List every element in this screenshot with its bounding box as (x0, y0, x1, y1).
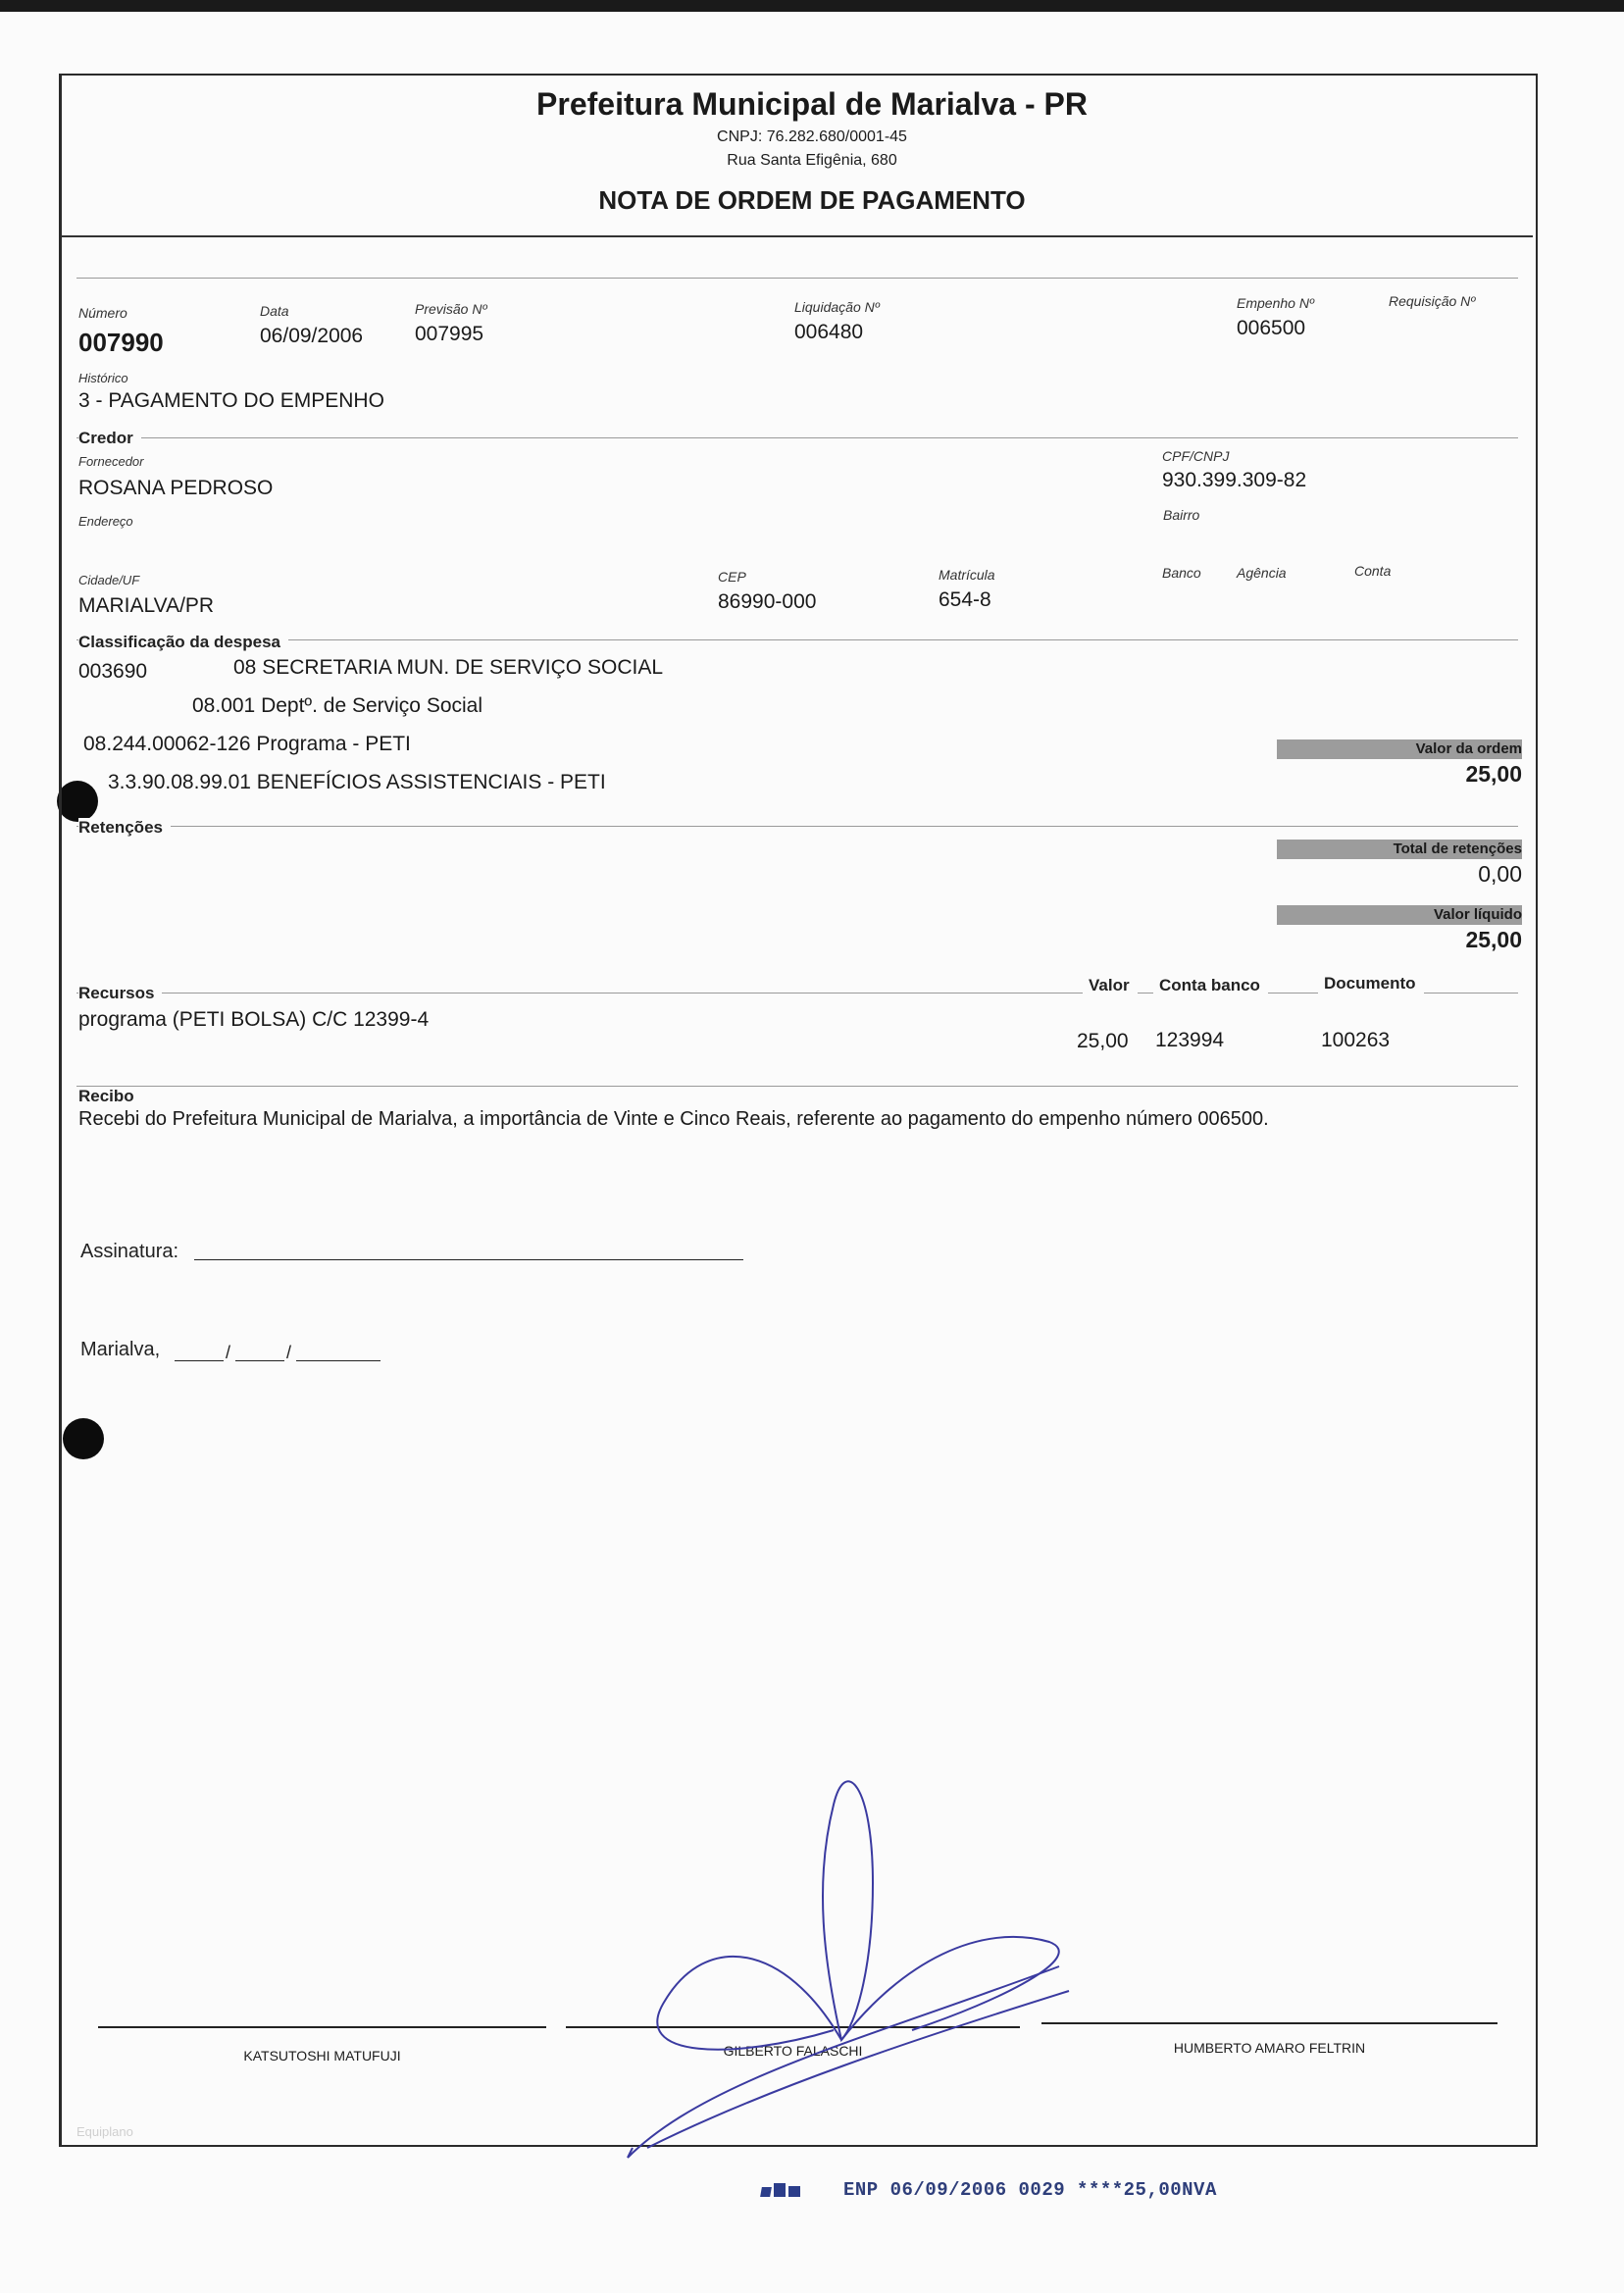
bank-authentication-stamp: ENP 06/09/2006 0029 ****25,00NVA (843, 2179, 1217, 2201)
recursos-section-title: Recursos (78, 984, 162, 1003)
cpf-label: CPF/CNPJ (1162, 448, 1230, 464)
recursos-valor: 25,00 (1077, 1030, 1129, 1052)
valor-liquido-value: 25,00 (1465, 927, 1522, 952)
matricula-label: Matrícula (939, 567, 995, 583)
recibo-text: Recebi do Prefeitura Municipal de Marialva, a importância de Vinte e Cinco Reais, referente ao pagamento do empenho número 006500. (78, 1108, 1269, 1130)
liquidacao-label: Liquidação Nº (794, 299, 880, 315)
recursos-conta-header: Conta banco (1153, 976, 1268, 995)
numero-label: Número (78, 305, 127, 321)
bank-logo-icon (761, 2183, 802, 2199)
total-retencoes-label: Total de retenções (1393, 841, 1522, 857)
requisicao-label: Requisição Nº (1389, 293, 1476, 309)
header-divider (61, 235, 1533, 237)
valor-ordem-value: 25,00 (1465, 761, 1522, 787)
org-address: Rua Santa Efigênia, 680 (727, 152, 897, 169)
cep-value: 86990-000 (718, 590, 817, 613)
signatory-2: GILBERTO FALASCHI (723, 2043, 863, 2059)
banco-label: Banco (1162, 565, 1201, 581)
recibo-section-title: Recibo (78, 1087, 142, 1106)
org-cnpj: CNPJ: 76.282.680/0001-45 (717, 128, 907, 145)
scan-top-border (0, 0, 1624, 12)
signature-line (1041, 2022, 1497, 2024)
handwritten-signature (588, 1765, 1098, 2177)
programa-text: 08.244.00062-126 Programa - PETI (83, 733, 411, 755)
secretaria-text: 08 SECRETARIA MUN. DE SERVIÇO SOCIAL (233, 656, 664, 679)
conta-label: Conta (1354, 563, 1392, 579)
elemento-text: 3.3.90.08.99.01 BENEFÍCIOS ASSISTENCIAIS - PETI (108, 771, 606, 793)
valor-ordem-label: Valor da ordem (1415, 740, 1522, 757)
valor-liquido-label: Valor líquido (1433, 906, 1522, 923)
fornecedor-value: ROSANA PEDROSO (78, 477, 274, 499)
divider (76, 639, 1518, 640)
endereco-label: Endereço (78, 514, 133, 529)
assinatura-line (194, 1259, 743, 1260)
org-name: Prefeitura Municipal de Marialva - PR (536, 86, 1088, 122)
recursos-documento-header: Documento (1318, 974, 1424, 994)
previsao-label: Previsão Nº (415, 301, 487, 317)
cep-label: CEP (718, 569, 746, 585)
agencia-label: Agência (1237, 565, 1287, 581)
equiplano-watermark: Equiplano (76, 2124, 133, 2139)
data-value: 06/09/2006 (260, 325, 364, 347)
total-retencoes-value: 0,00 (1478, 861, 1522, 887)
divider (76, 1086, 1518, 1087)
liquidacao-value: 006480 (794, 321, 864, 343)
historico-value: 3 - PAGAMENTO DO EMPENHO (78, 389, 384, 412)
credor-section-title: Credor (78, 429, 141, 448)
cpf-value: 930.399.309-82 (1162, 469, 1307, 491)
divider (76, 826, 1518, 827)
date-blank-lines: / / (175, 1360, 400, 1382)
previsao-value: 007995 (415, 323, 484, 345)
cidade-label: Cidade/UF (78, 573, 140, 587)
historico-label: Histórico (78, 371, 128, 385)
departamento-text: 08.001 Deptº. de Serviço Social (192, 694, 483, 717)
classificacao-code: 003690 (78, 660, 148, 683)
empenho-label: Empenho Nº (1237, 295, 1315, 311)
recursos-conta-banco: 123994 (1155, 1029, 1225, 1051)
classificacao-section-title: Classificação da despesa (78, 633, 288, 652)
cidade-value: MARIALVA/PR (78, 594, 215, 617)
local-label: Marialva, (80, 1339, 161, 1360)
recursos-valor-header: Valor (1083, 976, 1138, 995)
recursos-documento: 100263 (1321, 1029, 1391, 1051)
fornecedor-label: Fornecedor (78, 454, 144, 469)
signature-line (98, 2026, 546, 2028)
bairro-label: Bairro (1163, 507, 1200, 523)
retencoes-section-title: Retenções (78, 818, 171, 838)
document-header (0, 86, 1624, 216)
signatory-3: HUMBERTO AMARO FELTRIN (1173, 2040, 1366, 2056)
assinatura-label: Assinatura: (80, 1241, 179, 1262)
numero-value: 007990 (78, 328, 164, 357)
matricula-value: 654-8 (939, 588, 991, 611)
document-title: NOTA DE ORDEM DE PAGAMENTO (598, 185, 1026, 215)
divider (76, 437, 1518, 438)
divider (76, 278, 1518, 279)
divider (76, 993, 1518, 994)
signatory-1: KATSUTOSHI MATUFUJI (243, 2048, 401, 2064)
empenho-value: 006500 (1237, 317, 1306, 339)
recursos-descricao: programa (PETI BOLSA) C/C 12399-4 (78, 1008, 430, 1031)
data-label: Data (260, 303, 289, 319)
